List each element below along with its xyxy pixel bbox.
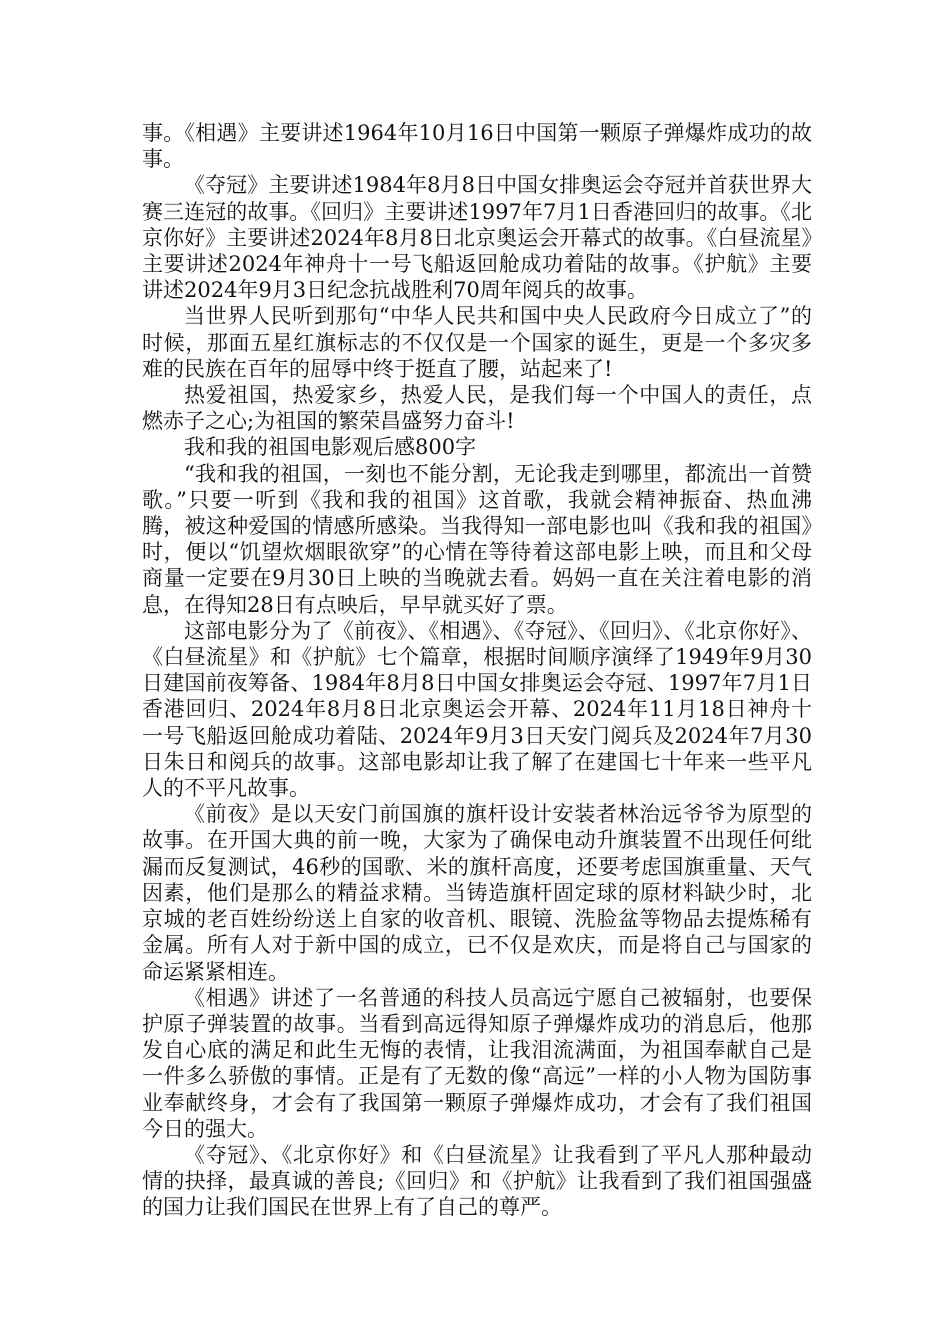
paragraph: “我和我的祖国，一刻也不能分割，无论我走到哪里，都流出一首赞歌。”只要一听到《我和我的祖国》这首歌，我就会精神振奋、热血沸腾，被这种爱国的情感所感染。当我得知一部电影也叫《我和我的祖国》时，便以“饥望炊烟眼欲穿”的心情在等待着这部电影上映，而且和父母商量一定要在9月30日上映的当晚就去看。妈妈一直在关注着电影的消息，在得知28日有点映后，早早就买好了票。 <box>142 461 812 617</box>
paragraph-continuation: 事。《相遇》主要讲述1964年10月16日中国第一颗原子弹爆炸成功的故事。 <box>142 121 812 172</box>
section-heading: 我和我的祖国电影观后感800字 <box>184 435 477 460</box>
document-page <box>142 120 812 1221</box>
paragraph: 《相遇》讲述了一名普通的科技人员高远宁愿自己被辐射，也要保护原子弹装置的故事。当看到高远得知原子弹爆炸成功的消息后，他那发自心底的满足和此生无悔的表情，让我泪流满面，为祖国奉献自己是一件多么骄傲的事情。正是有了无数的像“高远”一样的小人物为国防事业奉献终身，才会有了我国第一颗原子弹爆炸成功，才会有了我们祖国今日的强大。 <box>142 985 812 1141</box>
paragraph: 这部电影分为了《前夜》、《相遇》、《夺冠》、《回归》、《北京你好》、《白昼流星》和《护航》七个篇章，根据时间顺序演绎了1949年9月30日建国前夜筹备、1984年8月8日中国女排奥运会夺冠、1997年7月1日香港回归、2024年8月8日北京奥运会开幕、2024年11月18日神舟十一号飞船返回舱成功着陆、2024年9月3日天安门阅兵及2024年7月30日朱日和阅兵的故事。这部电影却让我了解了在建国七十年来一些平凡人的不平凡故事。 <box>142 618 812 801</box>
paragraph: 《夺冠》主要讲述1984年8月8日中国女排奥运会夺冠并首获世界大赛三连冠的故事。《回归》主要讲述1997年7月1日香港回归的故事。《北京你好》主要讲述2024年8月8日北京奥运会开幕式的故事。《白昼流星》主要讲述2024年神舟十一号飞船返回舱成功着陆的故事。《护航》主要讲述2024年9月3日纪念抗战胜利70周年阅兵的故事。 <box>142 173 812 303</box>
paragraph: 热爱祖国，热爱家乡，热爱人民，是我们每一个中国人的责任，点燃赤子之心;为祖国的繁荣昌盛努力奋斗! <box>142 383 812 434</box>
paragraph: 《前夜》是以天安门前国旗的旗杆设计安装者林治远爷爷为原型的故事。在开国大典的前一晚，大家为了确保电动升旗装置不出现任何纰漏而反复测试，46秒的国歌、米的旗杆高度，还要考虑国旗重量、天气因素，他们是那么的精益求精。当铸造旗杆固定球的原材料缺少时，北京城的老百姓纷纷送上自家的收音机、眼镜、洗脸盆等物品去提炼稀有金属。所有人对于新中国的成立，已不仅是欢庆，而是将自己与国家的命运紧紧相连。 <box>142 802 812 984</box>
paragraph: 当世界人民听到那句“中华人民共和国中央人民政府今日成立了”的时候，那面五星红旗标志的不仅仅是一个国家的诞生，更是一个多灾多难的民族在百年的屈辱中终于挺直了腰，站起来了! <box>142 304 812 381</box>
paragraph: 《夺冠》、《北京你好》和《白昼流星》让我看到了平凡人那种最动情的抉择，最真诚的善良;《回归》和《护航》让我看到了我们祖国强盛的国力让我们国民在世界上有了自己的尊严。 <box>142 1142 812 1220</box>
